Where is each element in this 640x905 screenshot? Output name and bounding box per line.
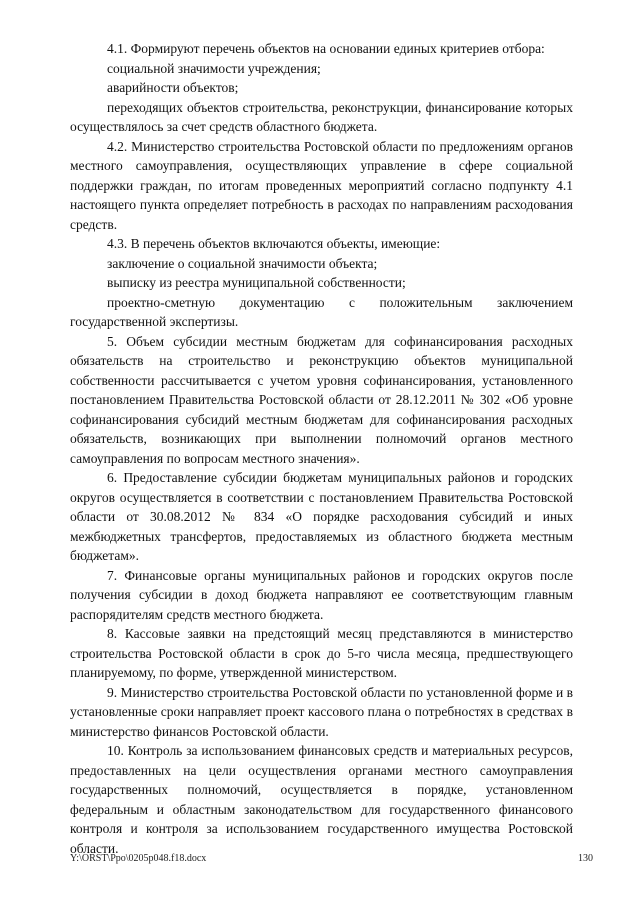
paragraph: 6. Предоставление субсидии бюджетам муниципальных районов и городских округов осуществляется в соответствии с постановлением Правительства Ростовской области от 30.08.2012 № 834 «О порядке расходования субсидий и иных межбюджетных трансфертов, предоставляемых из областного бюджета местным бюджетам». <box>70 470 573 563</box>
paragraph: 5. Объем субсидии местным бюджетам для софинансирования расходных обязательств на строительство и реконструкцию объектов муниципальной собственности рассчитывается с учетом уровня софинансирования, установленного постановлением Правительства Ростовской области от 28.12.2011 № 302 «Об уровне софинансирования субсидий местным бюджетам для софинансирования расходных обязательств, возникающих при выполнении полномочий органов местного самоуправления по вопросам местного значения». <box>70 333 573 466</box>
paragraph: проектно-сметную документацию с положительным заключением государственной экспертизы. <box>70 294 573 329</box>
paragraph: 8. Кассовые заявки на предстоящий месяц представляются в министерство строительства Ростовской области в срок до 5-го числа месяца, предшествующего планируемому, по форме, утвержденной министерством. <box>70 626 573 680</box>
paragraph: 4.3. В перечень объектов включаются объекты, имеющие: <box>107 236 441 251</box>
paragraph: переходящих объектов строительства, реконструкции, финансирование которых осуществлялось за счет средств областного бюджета. <box>70 99 573 134</box>
paragraph: выписку из реестра муниципальной собственности; <box>107 275 406 290</box>
footer-page-number: 130 <box>578 853 593 864</box>
paragraph: 4.1. Формируют перечень объектов на основании единых критериев отбора: <box>107 41 545 56</box>
paragraph: 10. Контроль за использованием финансовых средств и материальных ресурсов, предоставленных на цели осуществления органами местного самоуправления государственных полномочий, осуществляется в порядке, установленном федеральным и областным законодательством для государственного финансового контроля и контроля за использованием государственного имущества Ростовской области. <box>70 743 573 856</box>
paragraph: 9. Министерство строительства Ростовской области по установленной форме и в установленные сроки направляет проект кассового плана о потребностях в средствах в министерство финансов Ростовской области. <box>70 684 573 739</box>
paragraph: 4.2. Министерство строительства Ростовской области по предложениям органов местного самоуправления, осуществляющих управление в сфере социальной поддержки граждан, по итогам проведенных мероприятий согласно подпункту 4.1 настоящего пункта определяет потребность в расходах по направлениям расходования средств. <box>70 138 573 232</box>
paragraph: аварийности объектов; <box>107 80 239 95</box>
paragraph: социальной значимости учреждения; <box>107 60 321 76</box>
footer-file-path: Y:\ORST\Ppo\0205p048.f18.docx <box>70 853 207 864</box>
document-body <box>70 39 573 858</box>
paragraph: заключение о социальной значимости объекта; <box>107 255 378 271</box>
paragraph: 7. Финансовые органы муниципальных районов и городских округов после получения субсидии в доход бюджета направляют ее соответствующим главным распорядителям средств местного бюджета. <box>70 567 573 622</box>
